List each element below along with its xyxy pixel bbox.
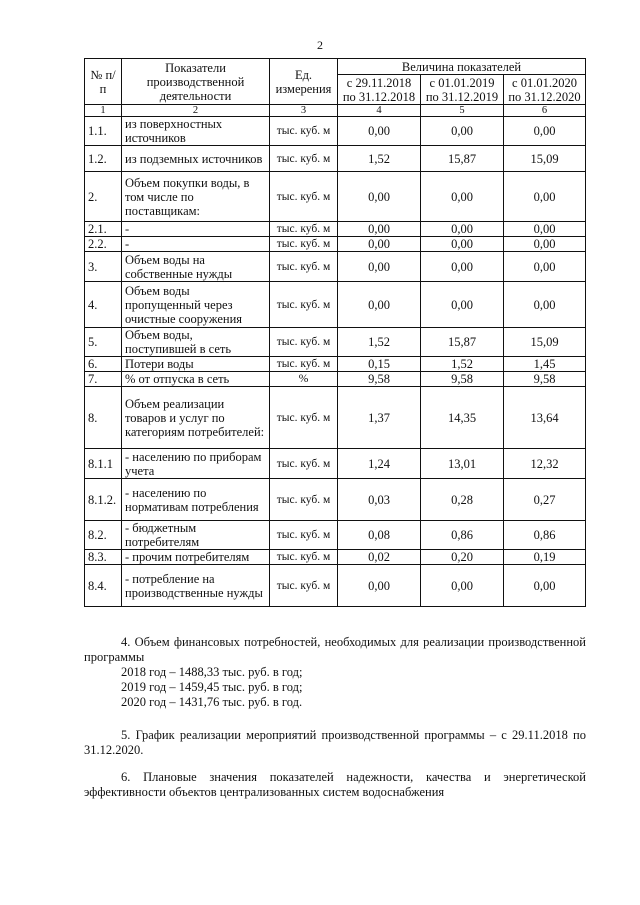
row-value-2020: 0,27: [504, 479, 586, 521]
row-value-2018: 1,24: [338, 449, 421, 479]
row-value-2019: 0,00: [421, 565, 504, 607]
row-value-2018: 1,52: [338, 146, 421, 172]
row-value-2019: 14,35: [421, 387, 504, 449]
row-value-2018: 0,00: [338, 252, 421, 282]
table-row: [85, 117, 586, 146]
row-value-2018: 0,02: [338, 550, 421, 565]
row-unit: тыс. куб. м: [270, 550, 338, 565]
row-unit: тыс. куб. м: [270, 252, 338, 282]
row-indicator: Потери воды: [122, 357, 270, 372]
row-unit: тыс. куб. м: [270, 222, 338, 237]
row-number: 8.2.: [85, 521, 122, 550]
header-period-2020: с 01.01.2020 по 31.12.2020: [504, 75, 586, 105]
table-row: [85, 172, 586, 222]
row-unit: тыс. куб. м: [270, 146, 338, 172]
row-unit: тыс. куб. м: [270, 237, 338, 252]
column-index-row: [85, 105, 586, 117]
header-unit: Ед. измерения: [270, 59, 338, 105]
table-row: [85, 282, 586, 328]
row-number: 5.: [85, 328, 122, 357]
row-value-2018: 1,37: [338, 387, 421, 449]
row-indicator: из поверхностных источников: [122, 117, 270, 146]
row-value-2018: 1,52: [338, 328, 421, 357]
row-number: 6.: [85, 357, 122, 372]
row-unit: тыс. куб. м: [270, 479, 338, 521]
row-indicator: - бюджетным потребителям: [122, 521, 270, 550]
section-5: [84, 728, 586, 758]
row-value-2018: 0,00: [338, 565, 421, 607]
row-indicator: -: [122, 222, 270, 237]
header-period-2018: с 29.11.2018 по 31.12.2018: [338, 75, 421, 105]
row-value-2020: 0,00: [504, 565, 586, 607]
row-indicator: -: [122, 237, 270, 252]
row-value-2018: 0,03: [338, 479, 421, 521]
row-number: 2.: [85, 172, 122, 222]
table-row: [85, 328, 586, 357]
row-value-2019: 15,87: [421, 146, 504, 172]
row-value-2018: 9,58: [338, 372, 421, 387]
table-row: [85, 387, 586, 449]
row-unit: тыс. куб. м: [270, 565, 338, 607]
row-unit: тыс. куб. м: [270, 282, 338, 328]
row-value-2020: 0,00: [504, 282, 586, 328]
row-value-2019: 0,00: [421, 222, 504, 237]
row-number: 2.1.: [85, 222, 122, 237]
table-row: [85, 479, 586, 521]
row-value-2020: 0,00: [504, 117, 586, 146]
row-value-2020: 1,45: [504, 357, 586, 372]
row-number: 8.1.1: [85, 449, 122, 479]
row-unit: тыс. куб. м: [270, 387, 338, 449]
row-indicator: - населению по нормативам потребления: [122, 479, 270, 521]
row-number: 8.3.: [85, 550, 122, 565]
row-number: 8.1.2.: [85, 479, 122, 521]
row-number: 1.1.: [85, 117, 122, 146]
row-value-2019: 0,28: [421, 479, 504, 521]
table-row: [85, 222, 586, 237]
budget-line-2019: 2019 год – 1459,45 тыс. руб. в год;: [121, 680, 303, 694]
column-index: 1: [85, 105, 122, 117]
table-row: [85, 357, 586, 372]
header-values-group: Величина показателей: [338, 59, 586, 75]
row-value-2019: 0,20: [421, 550, 504, 565]
row-value-2020: 0,00: [504, 222, 586, 237]
indicators-table: [84, 58, 586, 607]
row-number: 8.4.: [85, 565, 122, 607]
row-value-2018: 0,00: [338, 237, 421, 252]
row-number: 4.: [85, 282, 122, 328]
row-indicator: Объем воды на собственные нужды: [122, 252, 270, 282]
row-indicator: - прочим потребителям: [122, 550, 270, 565]
row-unit: тыс. куб. м: [270, 117, 338, 146]
row-unit: тыс. куб. м: [270, 521, 338, 550]
row-unit: тыс. куб. м: [270, 357, 338, 372]
column-index: 4: [338, 105, 421, 117]
row-indicator: Объем реализации товаров и услуг по категориям потребителей:: [122, 387, 270, 449]
row-value-2019: 0,00: [421, 172, 504, 222]
row-value-2018: 0,00: [338, 282, 421, 328]
table-row: [85, 550, 586, 565]
header-period-2019: с 01.01.2019 по 31.12.2019: [421, 75, 504, 105]
row-value-2019: 9,58: [421, 372, 504, 387]
row-value-2019: 1,52: [421, 357, 504, 372]
section-4-text: 4. Объем финансовых потребностей, необходимых для реализации производственной программы: [84, 635, 586, 664]
row-value-2018: 0,08: [338, 521, 421, 550]
row-value-2020: 0,00: [504, 172, 586, 222]
row-value-2020: 0,86: [504, 521, 586, 550]
table-row: [85, 252, 586, 282]
row-value-2018: 0,00: [338, 117, 421, 146]
row-value-2018: 0,15: [338, 357, 421, 372]
row-indicator: % от отпуска в сеть: [122, 372, 270, 387]
row-value-2020: 15,09: [504, 328, 586, 357]
row-value-2020: 12,32: [504, 449, 586, 479]
row-number: 7.: [85, 372, 122, 387]
row-value-2020: 13,64: [504, 387, 586, 449]
table-row: [85, 372, 586, 387]
section-4: [84, 635, 586, 710]
row-value-2020: 0,19: [504, 550, 586, 565]
column-index: 5: [421, 105, 504, 117]
row-value-2019: 0,00: [421, 282, 504, 328]
table-row: [85, 449, 586, 479]
row-indicator: Объем воды пропущенный через очистные сооружения: [122, 282, 270, 328]
page-number: 2: [317, 38, 323, 52]
section-6: [84, 770, 586, 800]
header-indicator: Показатели производственной деятельности: [122, 59, 270, 105]
row-value-2018: 0,00: [338, 222, 421, 237]
table-row: [85, 146, 586, 172]
row-unit: тыс. куб. м: [270, 328, 338, 357]
table-row: [85, 237, 586, 252]
row-indicator: из подземных источников: [122, 146, 270, 172]
row-indicator: - населению по приборам учета: [122, 449, 270, 479]
section-6-text: 6. Плановые значения показателей надежности, качества и энергетической эффективности объектов централизованных систем водоснабжения: [84, 770, 586, 799]
budget-line-2018: 2018 год – 1488,33 тыс. руб. в год;: [121, 665, 303, 679]
budget-line-2020: 2020 год – 1431,76 тыс. руб. в год.: [121, 695, 303, 709]
row-unit: %: [270, 372, 338, 387]
row-number: 8.: [85, 387, 122, 449]
column-index: 2: [122, 105, 270, 117]
row-number: 2.2.: [85, 237, 122, 252]
row-value-2018: 0,00: [338, 172, 421, 222]
row-value-2019: 13,01: [421, 449, 504, 479]
row-value-2020: 0,00: [504, 237, 586, 252]
row-indicator: Объем покупки воды, в том числе по поставщикам:: [122, 172, 270, 222]
row-unit: тыс. куб. м: [270, 449, 338, 479]
row-value-2019: 0,00: [421, 237, 504, 252]
row-value-2020: 9,58: [504, 372, 586, 387]
row-value-2019: 0,00: [421, 252, 504, 282]
row-indicator: Объем воды, поступившей в сеть: [122, 328, 270, 357]
table-row: [85, 565, 586, 607]
section-5-text: 5. График реализации мероприятий производственной программы – с 29.11.2018 по 31.12.2020.: [84, 728, 586, 757]
row-value-2020: 0,00: [504, 252, 586, 282]
row-value-2019: 0,86: [421, 521, 504, 550]
row-value-2019: 0,00: [421, 117, 504, 146]
column-index: 6: [504, 105, 586, 117]
row-indicator: - потребление на производственные нужды: [122, 565, 270, 607]
column-index: 3: [270, 105, 338, 117]
row-value-2020: 15,09: [504, 146, 586, 172]
row-number: 3.: [85, 252, 122, 282]
header-num: № п/п: [85, 59, 122, 105]
table-row: [85, 521, 586, 550]
row-unit: тыс. куб. м: [270, 172, 338, 222]
row-number: 1.2.: [85, 146, 122, 172]
row-value-2019: 15,87: [421, 328, 504, 357]
